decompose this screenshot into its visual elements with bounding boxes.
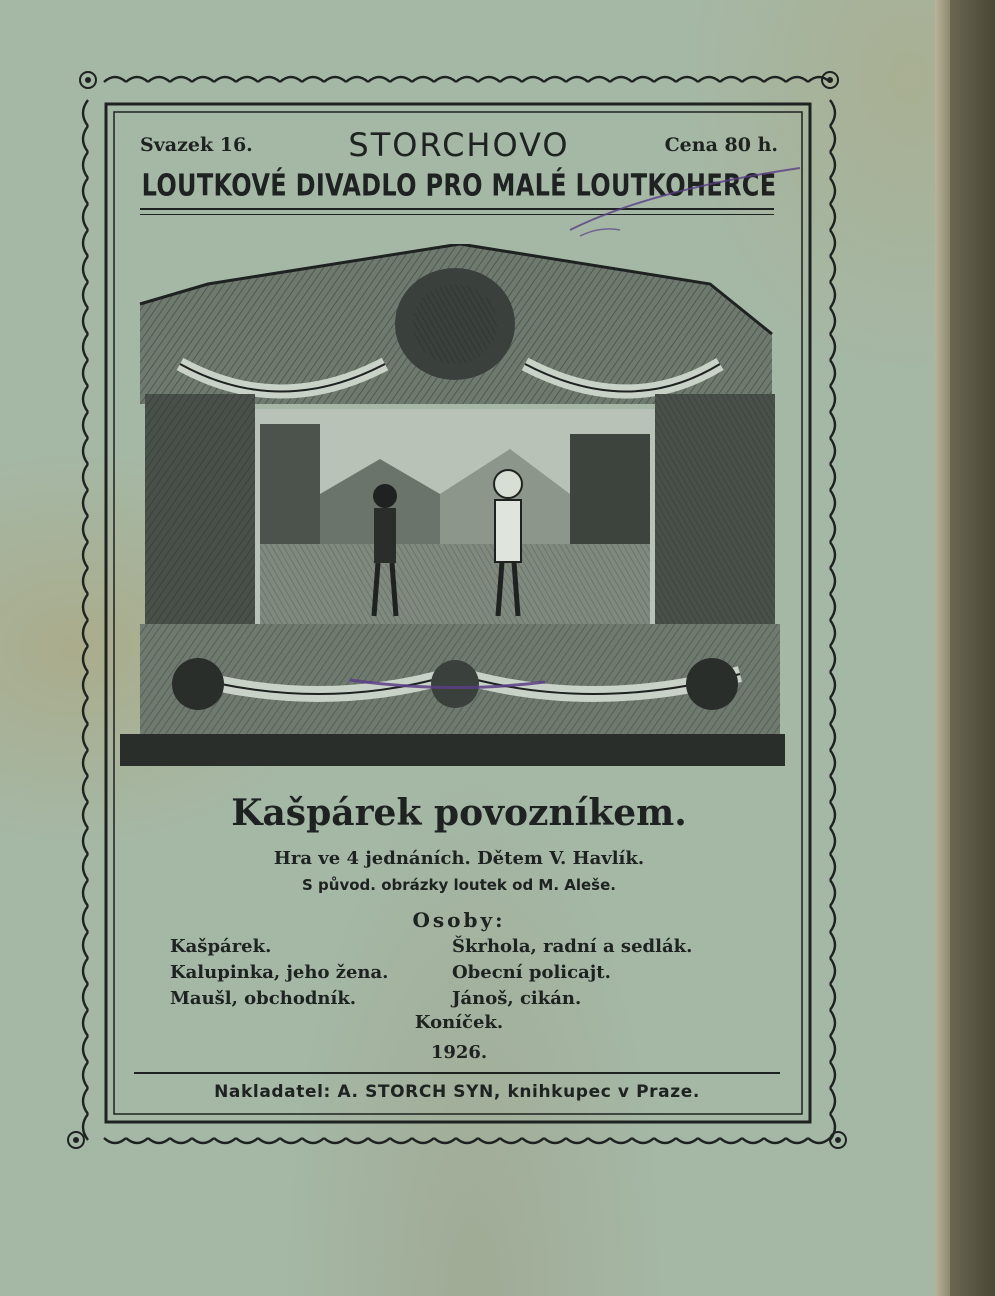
pen-mark xyxy=(560,160,810,250)
volume-number: Svazek 16. xyxy=(140,134,253,156)
page-edge xyxy=(935,0,950,1296)
cast-member: Jánoš, cikán. xyxy=(452,988,582,1009)
cast-member: Maušl, obchodník. xyxy=(170,988,357,1009)
cast-member: Kašpárek. xyxy=(170,936,272,957)
play-title: Kašpárek povozníkem. xyxy=(231,792,687,834)
publication-year: 1926. xyxy=(430,1042,488,1063)
cast-member: Škrhola, radní a sedlák. xyxy=(452,936,693,957)
series-title: STORCHOVO xyxy=(348,126,570,164)
price: Cena 80 h. xyxy=(664,134,778,156)
cast-right-column xyxy=(452,934,692,1012)
illustrations-note: S původ. obrázky loutek od M. Aleše. xyxy=(302,876,616,894)
cast-left-column xyxy=(170,934,388,1012)
cast-member-last: Koníček. xyxy=(414,1012,504,1033)
publisher-rule xyxy=(134,1072,780,1074)
scan-background xyxy=(950,0,995,1296)
series-subtitle: LOUTKOVÉ DIVADLO PRO MALÉ LOUTKOHERCE xyxy=(141,168,777,203)
publisher: Nakladatel: A. STORCH SYN, knihkupec v Praze. xyxy=(214,1082,700,1102)
puppet-theater-illustration xyxy=(120,244,785,766)
cast-member: Kalupinka, jeho žena. xyxy=(170,962,389,983)
cast-heading: Osoby: xyxy=(412,908,506,932)
cast-member: Obecní policajt. xyxy=(452,962,611,983)
play-subtitle: Hra ve 4 jednáních. Dětem V. Havlík. xyxy=(273,848,645,869)
